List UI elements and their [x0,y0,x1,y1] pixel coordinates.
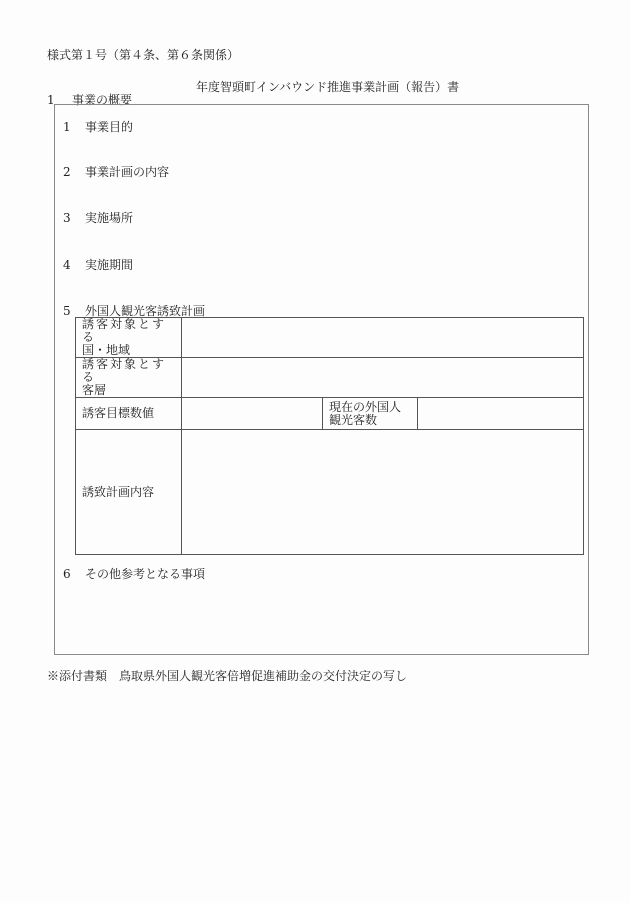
target-country-label: 誘客対象とする 国・地域 [76,318,182,358]
goal-field[interactable] [182,398,323,430]
form-number: 様式第１号（第４条、第６条関係） [47,48,240,62]
target-segment-label: 誘客対象とする 客層 [76,358,182,398]
item-label: その他参考となる事項 [85,567,206,581]
item-label: 実施期間 [85,258,134,272]
goal-label: 誘客目標数値 [76,398,182,430]
item-label: 外国人観光客誘致計画 [85,304,206,318]
item-other-notes: 6 その他参考となる事項 [63,567,206,581]
plan-content-field[interactable] [182,430,584,555]
item-inbound-plan: 5 外国人観光客誘致計画 [63,304,206,318]
table-row [76,430,584,555]
document-title: 年度智頭町インバウンド推進事業計画（報告）書 [196,80,460,94]
section-label: 事業の概要 [72,93,133,107]
table-row [76,398,584,430]
target-segment-field[interactable] [182,358,584,398]
item-period: 4 実施期間 [63,258,134,272]
item-label: 事業計画の内容 [85,165,170,179]
item-label: 実施場所 [85,211,134,225]
section-number: 1 [47,93,55,107]
table-row [76,318,584,358]
attachment-prefix: ※添付書類 [47,669,108,683]
attachment-note [47,667,407,684]
current-visitors-label: 現在の外国人 観光客数 [323,398,418,430]
item-purpose: 1 事業目的 [63,120,134,134]
item-label: 事業目的 [85,120,134,134]
attachment-text: 鳥取県外国人観光客倍増促進補助金の交付決定の写し [119,669,408,683]
table-row [76,358,584,398]
current-visitors-field[interactable] [418,398,584,430]
inbound-plan-table [75,317,584,555]
item-plan-content: 2 事業計画の内容 [63,165,170,179]
item-location: 3 実施場所 [63,211,134,225]
target-country-field[interactable] [182,318,584,358]
plan-content-label: 誘致計画内容 [76,430,182,555]
